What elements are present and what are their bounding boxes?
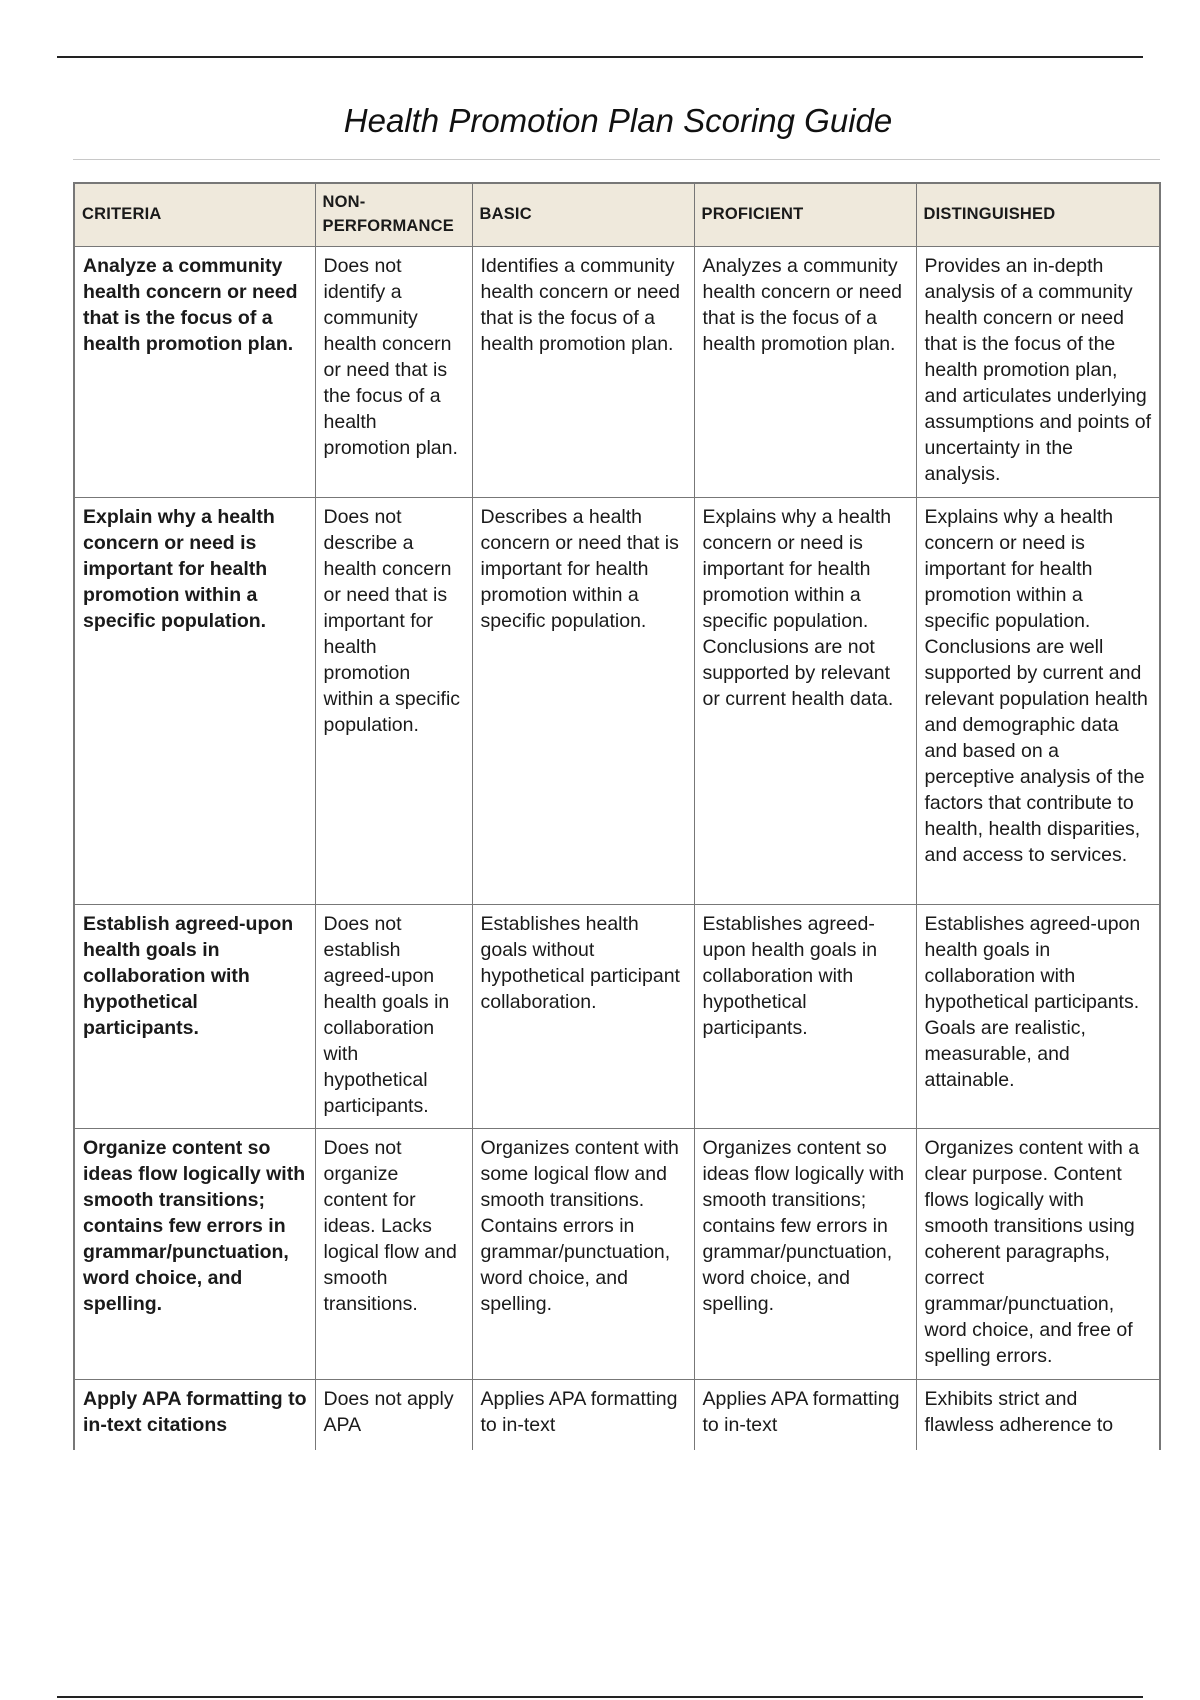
basic-cell: Applies APA formatting to in-text: [472, 1379, 694, 1450]
table-row: [75, 904, 1159, 1128]
proficient-cell: Organizes content so ideas flow logically with smooth transitions; contains few errors in grammar/punctuation, word choice, and spelling.: [694, 1128, 916, 1379]
distinguished-cell: Explains why a health concern or need is important for health promotion within a specific population. Conclusions are well supported by current and relevant population health and demographic data and based on a perceptive analysis of the factors that contribute to health, health disparities, and access to services.: [916, 497, 1159, 904]
non-performance-cell: Does not organize content for ideas. Lacks logical flow and smooth transitions.: [315, 1128, 472, 1379]
non-performance-cell: Does not apply APA: [315, 1379, 472, 1450]
page-bottom-rule: [57, 1696, 1143, 1698]
criteria-cell: Explain why a health concern or need is important for health promotion within a specific population.: [75, 497, 315, 904]
header-distinguished: DISTINGUISHED: [916, 184, 1159, 246]
header-criteria: CRITERIA: [75, 184, 315, 246]
criteria-cell: Analyze a community health concern or need that is the focus of a health promotion plan.: [75, 246, 315, 497]
distinguished-cell: Exhibits strict and flawless adherence to: [916, 1379, 1159, 1450]
non-performance-cell: Does not identify a community health concern or need that is the focus of a health promotion plan.: [315, 246, 472, 497]
non-performance-cell: Does not describe a health concern or need that is important for health promotion within a specific population.: [315, 497, 472, 904]
basic-cell: Identifies a community health concern or need that is the focus of a health promotion plan.: [472, 246, 694, 497]
proficient-cell: Applies APA formatting to in-text: [694, 1379, 916, 1450]
basic-cell: Organizes content with some logical flow and smooth transitions. Contains errors in grammar/punctuation, word choice, and spelling.: [472, 1128, 694, 1379]
scoring-table-viewport: [73, 182, 1161, 1450]
header-non-performance: NON-PERFORMANCE: [315, 184, 472, 246]
criteria-cell: Apply APA formatting to in-text citations: [75, 1379, 315, 1450]
basic-cell: Describes a health concern or need that is important for health promotion within a specific population.: [472, 497, 694, 904]
criteria-cell: Establish agreed-upon health goals in collaboration with hypothetical participants.: [75, 904, 315, 1128]
proficient-cell: Explains why a health concern or need is important for health promotion within a specific population. Conclusions are not supported by relevant or current health data.: [694, 497, 916, 904]
table-row: [75, 497, 1159, 904]
header-proficient: PROFICIENT: [694, 184, 916, 246]
header-basic: BASIC: [472, 184, 694, 246]
proficient-cell: Analyzes a community health concern or need that is the focus of a health promotion plan.: [694, 246, 916, 497]
page-top-rule: [57, 56, 1143, 58]
distinguished-cell: Organizes content with a clear purpose. Content flows logically with smooth transitions using coherent paragraphs, correct grammar/punctuation, word choice, and free of spelling errors.: [916, 1128, 1159, 1379]
distinguished-cell: Provides an in-depth analysis of a community health concern or need that is the focus of the health promotion plan, and articulates underlying assumptions and points of uncertainty in the analysis.: [916, 246, 1159, 497]
title-divider: [73, 159, 1160, 160]
table-header-row: [75, 184, 1159, 246]
non-performance-cell: Does not establish agreed-upon health goals in collaboration with hypothetical participants.: [315, 904, 472, 1128]
scoring-table: [75, 184, 1159, 1450]
table-row: [75, 246, 1159, 497]
distinguished-cell: Establishes agreed-upon health goals in collaboration with hypothetical participants. Goals are realistic, measurable, and attainable.: [916, 904, 1159, 1128]
table-row: [75, 1379, 1159, 1450]
page-title: Health Promotion Plan Scoring Guide: [343, 102, 893, 139]
table-row: [75, 1128, 1159, 1379]
criteria-cell: Organize content so ideas flow logically with smooth transitions; contains few errors in grammar/punctuation, word choice, and spelling.: [75, 1128, 315, 1379]
basic-cell: Establishes health goals without hypothetical participant collaboration.: [472, 904, 694, 1128]
proficient-cell: Establishes agreed-upon health goals in collaboration with hypothetical participants.: [694, 904, 916, 1128]
